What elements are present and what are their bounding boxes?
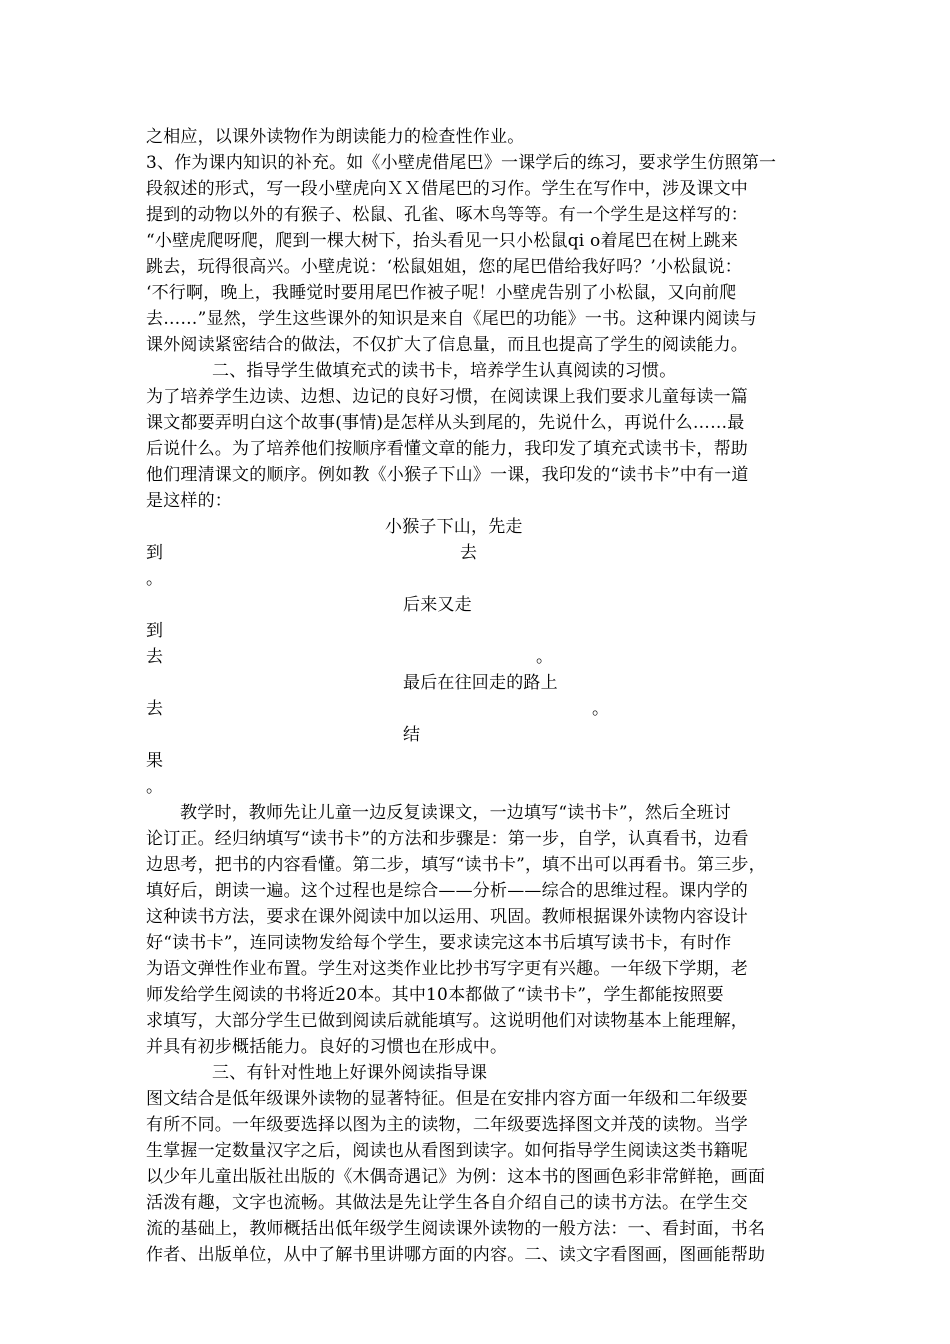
text-line: 为语文弹性作业布置。学生对这类作业比抄书写字更有兴趣。一年级下学期，老: [146, 959, 748, 979]
card-prompt: 。: [592, 699, 610, 719]
text-line: 生掌握一定数量汉字之后，阅读也从看图到读字。如何指导学生阅读这类书籍呢: [146, 1141, 748, 1161]
text-line: 论订正。经归纳填写“读书卡”的方法和步骤是：第一步，自学，认真看书，边看: [146, 829, 749, 849]
card-prompt: 小猴子下山，先走: [385, 517, 523, 537]
text-line: 好“读书卡”，连同读物发给每个学生，要求读完这本书后填写读书卡，有时作: [146, 933, 732, 953]
text-line: 跳去，玩得很高兴。小壁虎说：‘松鼠姐姐，您的尾巴借给我好吗？’小松鼠说：: [146, 257, 743, 277]
text-line: 流的基础上，教师概括出低年级学生阅读课外读物的一般方法：一、看封面，书名: [146, 1219, 766, 1239]
card-prompt: 。: [146, 569, 164, 589]
card-prompt: 到: [146, 543, 164, 563]
text-line: “小壁虎爬呀爬，爬到一棵大树下，抬头看见一只小松鼠qi o着尾巴在树上跳来: [146, 231, 739, 251]
text-line: 以少年儿童出版社出版的《木偶奇遇记》为例：这本书的图画色彩非常鲜艳，画面: [146, 1167, 766, 1187]
text-line: 3、作为课内知识的补充。如《小壁虎借尾巴》一课学后的练习，要求学生仿照第一: [146, 153, 777, 173]
text-line: 活泼有趣，文字也流畅。其做法是先让学生各自介绍自己的读书方法。在学生交: [146, 1193, 748, 1213]
text-line: 是这样的：: [146, 491, 232, 511]
card-prompt: 到: [146, 621, 164, 641]
text-line: 教学时，教师先让儿童一边反复读课文，一边填写“读书卡”，然后全班讨: [180, 803, 731, 823]
text-line: 后说什么。为了培养他们按顺序看懂文章的能力，我印发了填充式读书卡，帮助: [146, 439, 748, 459]
text-line: 这种读书方法，要求在课外阅读中加以运用、巩固。教师根据课外读物内容设计: [146, 907, 748, 927]
text-line: 段叙述的形式，写一段小壁虎向ＸＸ借尾巴的习作。学生在写作中，涉及课文中: [146, 179, 748, 199]
text-line: 课外阅读紧密结合的做法，不仅扩大了信息量，而且也提高了学生的阅读能力。: [146, 335, 748, 355]
card-prompt: 。: [536, 647, 554, 667]
card-prompt: 最后在往回走的路上: [403, 673, 558, 693]
card-prompt: 去: [146, 699, 164, 719]
text-line: 提到的动物以外的有猴子、松鼠、孔雀、啄木鸟等等。有一个学生是这样写的：: [146, 205, 748, 225]
text-line: 填好后，朗读一遍。这个过程也是综合——分析——综合的思维过程。课内学的: [146, 881, 748, 901]
card-prompt: 后来又走: [403, 595, 472, 615]
text-line: 图文结合是低年级课外读物的显著特征。但是在安排内容方面一年级和二年级要: [146, 1089, 748, 1109]
text-line: 去……”显然，学生这些课外的知识是来自《尾巴的功能》一书。这种课内阅读与: [146, 309, 757, 329]
text-line: ‘不行啊，晚上，我睡觉时要用尾巴作被子呢！小壁虎告别了小松鼠，又向前爬: [146, 283, 737, 303]
card-prompt: 。: [146, 777, 164, 797]
card-prompt: 去: [460, 543, 478, 563]
text-line: 师发给学生阅读的书将近20本。其中10本都做了“读书卡”，学生都能按照要: [146, 985, 724, 1005]
text-line: 作者、出版单位，从中了解书里讲哪方面的内容。二、读文字看图画，图画能帮助: [146, 1245, 766, 1265]
text-line: 之相应，以课外读物作为朗读能力的检查性作业。: [146, 127, 525, 147]
text-line: 有所不同。一年级要选择以图为主的读物，二年级要选择图文并茂的读物。当学: [146, 1115, 748, 1135]
section-heading: 二、指导学生做填充式的读书卡，培养学生认真阅读的习惯。: [212, 361, 677, 381]
text-line: 课文都要弄明白这个故事(事情)是怎样从头到尾的，先说什么，再说什么……最: [146, 413, 745, 433]
card-prompt: 去: [146, 647, 164, 667]
text-line: 求填写，大部分学生已做到阅读后就能填写。这说明他们对读物基本上能理解，: [146, 1011, 748, 1031]
card-prompt: 果: [146, 751, 164, 771]
text-line: 边思考，把书的内容看懂。第二步，填写“读书卡”，填不出可以再看书。第三步，: [146, 855, 766, 875]
text-line: 并具有初步概括能力。良好的习惯也在形成中。: [146, 1037, 508, 1057]
text-line: 他们理清课文的顺序。例如教《小猴子下山》一课，我印发的“读书卡”中有一道: [146, 465, 749, 485]
section-heading: 三、有针对性地上好课外阅读指导课: [212, 1063, 488, 1083]
text-line: 为了培养学生边读、边想、边记的良好习惯，在阅读课上我们要求儿童每读一篇: [146, 387, 748, 407]
card-prompt: 结: [403, 725, 421, 745]
